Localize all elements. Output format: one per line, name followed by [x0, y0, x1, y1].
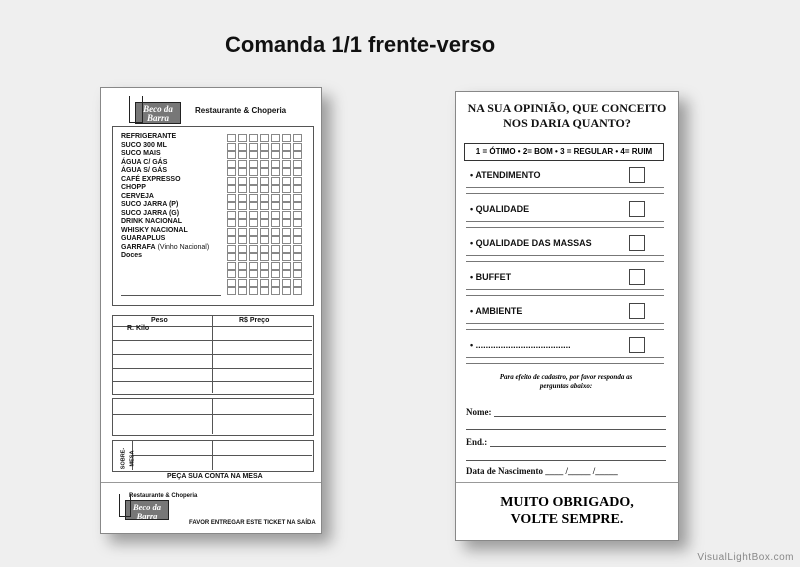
birth-date-field[interactable]: ____ /_____ /_____ [545, 466, 618, 476]
quantity-checkbox[interactable] [249, 160, 258, 168]
menu-item: CHOPP [121, 184, 146, 191]
bottom-glass-icon [119, 494, 131, 517]
quantity-checkbox[interactable] [238, 177, 247, 185]
quantity-checkbox[interactable] [227, 253, 236, 261]
quantity-checkbox[interactable] [282, 202, 291, 210]
rating-box[interactable] [629, 337, 645, 353]
menu-item: WHISKY NACIONAL [121, 226, 188, 234]
quantity-checkbox[interactable] [282, 253, 291, 261]
quantity-checkbox[interactable] [227, 134, 236, 142]
extra-table [112, 398, 314, 436]
quantity-checkbox[interactable] [249, 270, 258, 278]
quantity-checkbox[interactable] [260, 253, 269, 261]
quantity-checkbox[interactable] [238, 219, 247, 227]
quantity-checkbox[interactable] [293, 194, 302, 202]
menu-item: CERVEJA [121, 192, 154, 200]
quantity-checkbox[interactable] [293, 185, 302, 193]
quantity-checkbox[interactable] [238, 185, 247, 193]
quantity-checkbox[interactable] [260, 270, 269, 278]
quantity-checkbox[interactable] [293, 160, 302, 168]
quantity-checkbox[interactable] [249, 236, 258, 244]
quantity-checkbox[interactable] [282, 262, 291, 270]
quantity-checkbox[interactable] [238, 151, 247, 159]
menu-item: Doces [121, 252, 143, 259]
menu-item: GUARAPLUS [121, 235, 166, 242]
name-field[interactable] [494, 416, 666, 417]
quantity-checkbox[interactable] [227, 245, 236, 253]
quantity-checkbox[interactable] [249, 151, 258, 159]
quantity-checkbox[interactable] [293, 219, 302, 227]
criterion-label: • QUALIDADE [470, 204, 530, 214]
quantity-checkbox[interactable] [293, 279, 302, 287]
quantity-checkbox[interactable] [282, 219, 291, 227]
quantity-checkbox[interactable] [293, 236, 302, 244]
criterion-label: • QUALIDADE DAS MASSAS [470, 238, 592, 248]
quantity-checkbox[interactable] [293, 287, 302, 295]
quantity-checkbox[interactable] [282, 168, 291, 176]
quantity-checkbox[interactable] [293, 262, 302, 270]
glass-icon [129, 96, 143, 123]
quantity-checkbox[interactable] [282, 236, 291, 244]
rating-box[interactable] [629, 235, 645, 251]
logo-text: Beco da Barra [143, 104, 173, 123]
criterion-label: • ATENDIMENTO [470, 170, 541, 180]
quantity-checkbox[interactable] [238, 287, 247, 295]
quantity-checkbox[interactable] [238, 262, 247, 270]
quantity-checkbox[interactable] [271, 202, 280, 210]
criterion-label: • ...................................... [470, 340, 571, 350]
quantity-checkbox[interactable] [271, 177, 280, 185]
quantity-checkbox[interactable] [271, 143, 280, 151]
items-list [121, 133, 209, 261]
menu-item: SUCO JARRA (P) [121, 201, 179, 208]
quantity-checkbox[interactable] [282, 245, 291, 253]
quantity-checkbox[interactable] [238, 134, 247, 142]
quantity-checkbox[interactable] [271, 168, 280, 176]
quantity-checkbox[interactable] [238, 211, 247, 219]
quantity-checkbox[interactable] [249, 219, 258, 227]
quantity-checkbox[interactable] [293, 151, 302, 159]
quantity-checkbox[interactable] [238, 279, 247, 287]
ticket-note: FAVOR ENTREGAR ESTE TICKET NA SAÍDA [189, 520, 316, 526]
quantity-checkbox[interactable] [227, 211, 236, 219]
bottom-logo: Beco da Barra [125, 500, 169, 520]
quantity-checkbox[interactable] [293, 134, 302, 142]
quantity-checkbox[interactable] [260, 194, 269, 202]
quantity-checkbox[interactable] [238, 245, 247, 253]
thanks-message: MUITO OBRIGADO, VOLTE SEMPRE. [500, 495, 634, 527]
quantity-checkbox[interactable] [249, 202, 258, 210]
survey-card-back [455, 91, 679, 541]
quantity-checkbox[interactable] [260, 202, 269, 210]
quantity-checkbox[interactable] [271, 160, 280, 168]
quantity-checkbox[interactable] [293, 211, 302, 219]
quantity-checkbox[interactable] [293, 177, 302, 185]
quantity-checkbox[interactable] [282, 177, 291, 185]
name-label: Nome: [466, 407, 492, 417]
quantity-checkbox[interactable] [227, 194, 236, 202]
quantity-checkbox[interactable] [271, 236, 280, 244]
quantity-checkbox[interactable] [238, 168, 247, 176]
bottom-restaurant-name: Restaurante & Choperia [129, 493, 198, 499]
quantity-checkbox[interactable] [260, 168, 269, 176]
quantity-checkbox[interactable] [271, 270, 280, 278]
page-title: Comanda 1/1 frente-verso [225, 32, 496, 57]
quantity-checkbox[interactable] [282, 194, 291, 202]
menu-item: DRINK NACIONAL [121, 218, 183, 225]
quantity-checkbox[interactable] [282, 160, 291, 168]
quantity-checkbox[interactable] [260, 185, 269, 193]
menu-item: SUCO JARRA (G) [121, 209, 180, 217]
ask-bill-note: PEÇA SUA CONTA NA MESA [167, 473, 263, 480]
menu-item: SUCO 300 ML [121, 141, 167, 149]
quantity-checkbox[interactable] [227, 202, 236, 210]
quantity-checkbox[interactable] [282, 151, 291, 159]
criterion-label: • AMBIENTE [470, 306, 523, 316]
quantity-checkbox[interactable] [293, 270, 302, 278]
quantity-checkbox[interactable] [227, 287, 236, 295]
menu-item: SUCO MAIS [121, 150, 161, 157]
restaurant-name: Restaurante & Choperia [195, 106, 287, 115]
quantity-checkbox[interactable] [238, 236, 247, 244]
kilo-label: R. Kilo [127, 325, 150, 332]
quantity-checkbox[interactable] [293, 253, 302, 261]
quantity-checkbox[interactable] [271, 253, 280, 261]
quantity-checkbox[interactable] [260, 287, 269, 295]
quantity-checkbox[interactable] [238, 270, 247, 278]
quantity-checkbox[interactable] [271, 287, 280, 295]
quantity-checkbox[interactable] [260, 151, 269, 159]
quantity-checkbox[interactable] [238, 143, 247, 151]
quantity-checkbox[interactable] [249, 253, 258, 261]
quantity-checkbox[interactable] [260, 211, 269, 219]
quantity-checkbox[interactable] [249, 287, 258, 295]
quantity-checkbox[interactable] [227, 143, 236, 151]
quantity-checkbox[interactable] [249, 143, 258, 151]
quantity-checkbox[interactable] [282, 279, 291, 287]
quantity-checkbox[interactable] [227, 219, 236, 227]
quantity-checkbox[interactable] [260, 228, 269, 236]
quantity-checkbox[interactable] [260, 262, 269, 270]
quantity-checkbox[interactable] [260, 245, 269, 253]
watermark: VisualLightBox.com [697, 552, 794, 563]
criterion-label: • BUFFET [470, 272, 512, 282]
rating-scale: 1 = ÓTIMO • 2= BOM • 3 = REGULAR • 4= RUIM [464, 143, 664, 161]
rating-box[interactable] [629, 303, 645, 319]
quantity-checkbox[interactable] [271, 134, 280, 142]
quantity-checkbox[interactable] [227, 177, 236, 185]
quantity-checkbox[interactable] [282, 211, 291, 219]
quantity-checkbox[interactable] [249, 177, 258, 185]
quantity-checkbox[interactable] [293, 202, 302, 210]
order-slip-front [100, 87, 322, 534]
quantity-checkbox[interactable] [293, 168, 302, 176]
quantity-checkbox[interactable] [249, 185, 258, 193]
quantity-checkbox[interactable] [271, 211, 280, 219]
quantity-checkbox[interactable] [271, 245, 280, 253]
quantity-checkbox[interactable] [249, 279, 258, 287]
rating-box[interactable] [629, 167, 645, 183]
survey-question: NA SUA OPINIÃO, QUE CONCEITO NOS DARIA QUANTO? [467, 101, 667, 130]
quantity-checkbox[interactable] [282, 287, 291, 295]
quantity-checkbox[interactable] [238, 160, 247, 168]
quantity-checkbox[interactable] [282, 270, 291, 278]
quantity-checkbox[interactable] [238, 202, 247, 210]
quantity-checkbox[interactable] [238, 228, 247, 236]
quantity-checkbox[interactable] [260, 160, 269, 168]
quantity-checkbox[interactable] [227, 151, 236, 159]
garrafa-note: (Vinho Nacional) [155, 243, 210, 251]
quantity-checkbox[interactable] [282, 134, 291, 142]
birth-label: Data de Nascimento ____ /_____ /_____ [466, 466, 618, 476]
quantity-checkbox[interactable] [249, 211, 258, 219]
quantity-checkbox[interactable] [249, 194, 258, 202]
quantity-checkbox[interactable] [249, 134, 258, 142]
quantity-checkbox[interactable] [227, 185, 236, 193]
quantity-checkbox[interactable] [249, 168, 258, 176]
rating-box[interactable] [629, 269, 645, 285]
menu-item: ÁGUA C/ GÁS [121, 158, 168, 166]
quantity-checkbox[interactable] [260, 219, 269, 227]
rating-box[interactable] [629, 201, 645, 217]
quantity-checkbox[interactable] [260, 143, 269, 151]
quantity-checkbox[interactable] [238, 194, 247, 202]
menu-item: CAFÉ EXPRESSO [121, 175, 181, 183]
menu-item: GARRAFA (Vinho Nacional) [121, 243, 210, 251]
quantity-checkbox[interactable] [260, 279, 269, 287]
quantity-checkbox[interactable] [227, 160, 236, 168]
quantity-checkbox[interactable] [271, 194, 280, 202]
quantity-checkbox[interactable] [282, 185, 291, 193]
quantity-checkbox[interactable] [293, 245, 302, 253]
quantity-checkbox[interactable] [227, 228, 236, 236]
quantity-checkbox[interactable] [293, 143, 302, 151]
quantity-checkbox[interactable] [260, 134, 269, 142]
quantity-checkbox[interactable] [227, 279, 236, 287]
menu-item: ÁGUA S/ GÁS [121, 167, 168, 174]
weight-header: Peso [151, 317, 168, 324]
quantity-checkbox[interactable] [227, 236, 236, 244]
dessert-table [112, 440, 314, 472]
quantity-checkbox[interactable] [271, 279, 280, 287]
quantity-checkbox[interactable] [249, 262, 258, 270]
quantity-checkbox[interactable] [260, 236, 269, 244]
quantity-checkbox[interactable] [271, 219, 280, 227]
quantity-checkbox[interactable] [238, 253, 247, 261]
quantity-checkbox[interactable] [293, 228, 302, 236]
quantity-checkbox[interactable] [249, 228, 258, 236]
menu-item: REFRIGERANTE [121, 133, 177, 140]
quantity-checkbox[interactable] [282, 228, 291, 236]
address-label: End.: [466, 437, 488, 447]
price-header: R$ Preço [239, 317, 270, 324]
dessert-label: SOBRE-MESA [120, 447, 135, 470]
quantity-checkbox[interactable] [260, 177, 269, 185]
quantity-checkbox[interactable] [282, 143, 291, 151]
quantity-checkbox[interactable] [271, 185, 280, 193]
quantity-checkbox[interactable] [227, 262, 236, 270]
register-note: Para efeito de cadastro, por favor responda as perguntas abaixo: [499, 373, 633, 390]
quantity-checkbox[interactable] [249, 245, 258, 253]
quantity-checkbox[interactable] [271, 228, 280, 236]
quantity-checkbox[interactable] [227, 270, 236, 278]
quantity-checkbox[interactable] [271, 151, 280, 159]
quantity-checkbox[interactable] [227, 168, 236, 176]
quantity-checkbox[interactable] [271, 262, 280, 270]
address-field[interactable] [490, 446, 666, 447]
